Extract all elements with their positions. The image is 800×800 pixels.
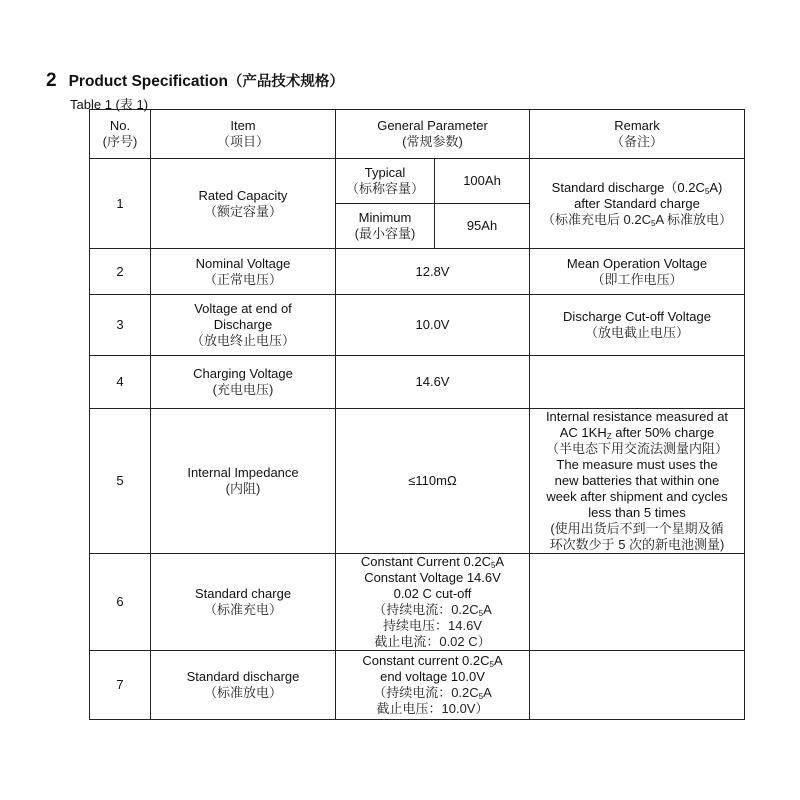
table-header-row xyxy=(90,110,745,159)
row2-value: 12.8V xyxy=(336,249,530,295)
header-param-label-cn: (常规参数) xyxy=(402,134,463,149)
row5-remark-line3: （半电态下用交流法测量内阻） xyxy=(545,441,728,456)
table-row xyxy=(90,651,745,720)
table-row xyxy=(90,356,745,409)
row7-remark xyxy=(530,651,745,720)
row6-value xyxy=(336,554,530,651)
row1-typical-label: Typical xyxy=(364,165,406,180)
row5-no: 5 xyxy=(90,409,151,554)
row1-remark xyxy=(530,159,745,249)
row1-typical-value: 100Ah xyxy=(435,159,530,204)
row7-param-line3: （持续电流：$0.2C_5A$ xyxy=(373,685,492,701)
row6-item-label-cn: （标准充电） xyxy=(203,602,282,617)
row3-remark-label: Discharge Cut-off Voltage xyxy=(563,309,711,324)
row6-remark xyxy=(530,554,745,651)
row3-remark xyxy=(530,295,745,356)
row5-remark-line8: (使用出货后不到一个星期及循 xyxy=(550,521,724,536)
row1-typical xyxy=(336,159,435,204)
row1-minimum-label: Minimum xyxy=(358,210,412,225)
row7-param-line4: 截止电压：10.0V） xyxy=(376,701,489,716)
row2-remark-label: Mean Operation Voltage xyxy=(566,255,708,271)
row5-remark-line2: AC $1KH_Z$ after 50% charge xyxy=(559,425,715,441)
row7-no: 7 xyxy=(90,651,151,720)
section-title: Product Specification xyxy=(68,73,228,90)
row3-item-label-cn: （放电终止电压） xyxy=(190,333,295,348)
row1-no: 1 xyxy=(90,159,151,249)
row2-item-label-cn: （正常电压） xyxy=(203,271,282,287)
row1-item-label: Rated Capacity xyxy=(198,187,288,203)
row3-no: 3 xyxy=(90,295,151,356)
header-param-label: General Parameter xyxy=(377,118,488,133)
row6-item xyxy=(151,554,336,651)
section-number: 2 xyxy=(46,70,57,91)
row5-remark-line5: new batteries that within one xyxy=(554,473,720,488)
row3-item-line2: Discharge xyxy=(213,317,273,332)
header-remark-label-cn: （备注） xyxy=(610,134,663,149)
row5-item xyxy=(151,409,336,554)
row5-remark-line9: 环次数少于 5 次的新电池测量) xyxy=(549,537,725,552)
row2-item-label: Nominal Voltage xyxy=(195,255,291,271)
row5-item-label: Internal Impedance xyxy=(187,465,299,480)
header-no-label: No. xyxy=(109,118,131,133)
table-row xyxy=(90,295,745,356)
row3-item-line1: Voltage at end of xyxy=(194,301,292,316)
row1-minimum-label-cn: (最小容量) xyxy=(354,226,416,241)
spec-table xyxy=(89,109,745,720)
table-row xyxy=(90,554,745,651)
header-item-label-cn: （项目） xyxy=(216,134,269,149)
row1-item xyxy=(151,159,336,249)
row2-remark xyxy=(530,249,745,295)
table-caption: Table 1 (表 1) xyxy=(70,97,149,112)
header-param xyxy=(336,110,530,159)
row4-item-label: Charging Voltage xyxy=(193,366,293,381)
row4-item xyxy=(151,356,336,409)
row7-value xyxy=(336,651,530,720)
header-item xyxy=(151,110,336,159)
row1-minimum-value: 95Ah xyxy=(435,204,530,249)
row1-remark-line2: after Standard charge xyxy=(574,195,700,211)
row7-item-label-cn: （标准放电） xyxy=(203,685,282,700)
row1-typical-label-cn: （标称容量） xyxy=(345,181,424,196)
row6-param-line5: 持续电压：14.6V xyxy=(383,618,482,633)
row6-param-line2: Constant Voltage 14.6V xyxy=(364,570,501,585)
row7-param-line1: Constant current $0.2C_5A$ xyxy=(362,653,503,669)
table-row xyxy=(90,409,745,554)
header-no xyxy=(90,110,151,159)
row2-item xyxy=(151,249,336,295)
row3-item xyxy=(151,295,336,356)
row6-param-line1: Constant Current $0.2C_5A$ xyxy=(360,554,505,570)
row4-value: 14.6V xyxy=(336,356,530,409)
row6-param-line6: 截止电流：0.02 C） xyxy=(374,634,491,649)
row1-minimum xyxy=(336,204,435,249)
row6-no: 6 xyxy=(90,554,151,651)
row6-param-line4: （持续电流：$0.2C_5A$ xyxy=(373,602,492,618)
header-no-label-cn: (序号) xyxy=(102,134,138,149)
row3-remark-label-cn: （放电截止电压） xyxy=(584,325,689,340)
row4-item-label-cn: (充电电压) xyxy=(212,382,274,397)
row7-item-label: Standard discharge xyxy=(186,669,300,684)
row6-param-line3: 0.02 C cut-off xyxy=(393,586,472,601)
row6-item-label: Standard charge xyxy=(194,586,292,601)
row1-item-label-cn: （额定容量） xyxy=(203,203,282,219)
section-heading xyxy=(46,70,344,92)
header-item-label: Item xyxy=(230,118,256,133)
table-row xyxy=(90,159,745,204)
row5-remark-line1: Internal resistance measured at xyxy=(545,409,729,424)
row7-param-line2: end voltage 10.0V xyxy=(380,669,485,684)
row1-remark-line1: Standard $discharge(0.2C_5A)$ xyxy=(551,179,723,196)
row2-remark-label-cn: （即工作电压） xyxy=(591,271,683,287)
row5-value: ≤110mΩ xyxy=(336,409,530,554)
table-row xyxy=(90,249,745,295)
row4-no: 4 xyxy=(90,356,151,409)
header-remark-label: Remark xyxy=(614,118,660,133)
row4-remark xyxy=(530,356,745,409)
header-remark xyxy=(530,110,745,159)
row5-remark-line7: less than 5 times xyxy=(588,505,686,520)
row2-no: 2 xyxy=(90,249,151,295)
row5-item-label-cn: (内阻) xyxy=(225,481,261,496)
row5-remark-line4: The measure must uses the xyxy=(556,457,718,472)
row5-remark xyxy=(530,409,745,554)
row5-remark-line6: week after shipment and cycles xyxy=(546,489,728,504)
row1-remark-line3: （标准充电后 $0.2C_5A$ 标准放电） xyxy=(541,211,733,228)
row7-item xyxy=(151,651,336,720)
section-title-cn: （产品技术规格） xyxy=(227,74,344,90)
row3-value: 10.0V xyxy=(336,295,530,356)
